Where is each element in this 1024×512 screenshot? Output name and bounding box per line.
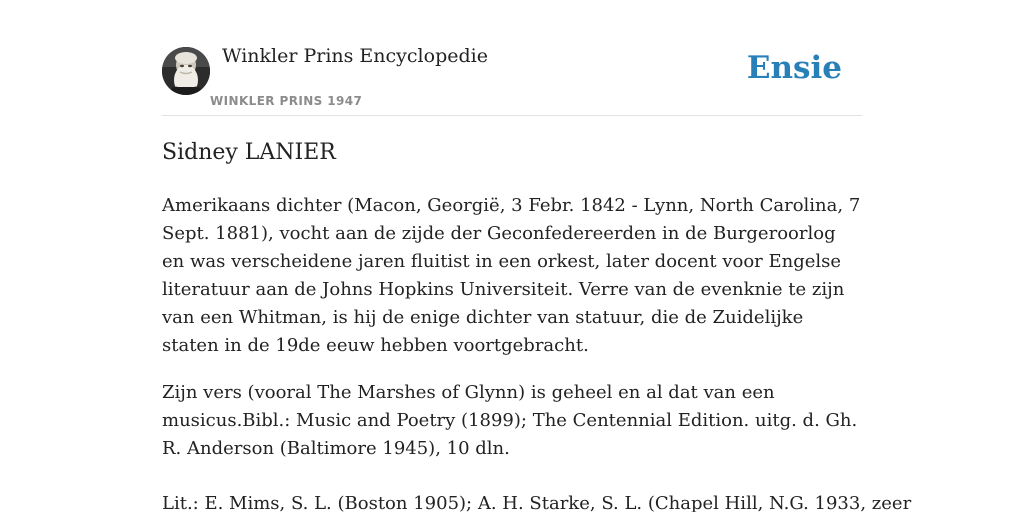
article-container <box>162 0 912 512</box>
article-paragraph: Amerikaans dichter (Macon, Georgië, 3 Febr. 1842 - Lynn, North Carolina, 7 Sept. 1881), vocht aan de zijde der Geconfedereerden in de Burgeroorlog en was verscheidene jaren fluitist in een orkest, later docent voor Engelse literatuur aan de Johns Hopkins Universiteit. Verre van de evenknie te zijn van een Whitman, is hij de enige dichter van statuur, die de Zuidelijke staten in de 19de eeuw hebben voortgebracht. <box>162 195 861 356</box>
header <box>162 0 862 116</box>
edition-label: WINKLER PRINS 1947 <box>210 94 363 108</box>
article-paragraph: Lit.: E. Mims, S. L. (Boston 1905); A. H. Starke, S. L. (Chapel Hill, N.G. 1933, zeer <box>162 493 912 512</box>
article-title: Sidney LANIER <box>162 140 336 165</box>
avatar-portrait-icon <box>162 47 210 95</box>
article-paragraph: Zijn vers (vooral The Marshes of Glynn) is geheel en al dat van een musicus.Bibl.: Music and Poetry (1899); The Centennial Edition. uitg. d. Gh. R. Anderson (Baltimore 1945), 10 dln. <box>162 382 858 459</box>
ensie-logo[interactable]: Ensie <box>746 50 842 86</box>
avatar[interactable] <box>162 47 210 95</box>
source-name-link[interactable]: Winkler Prins Encyclopedie <box>222 45 488 67</box>
